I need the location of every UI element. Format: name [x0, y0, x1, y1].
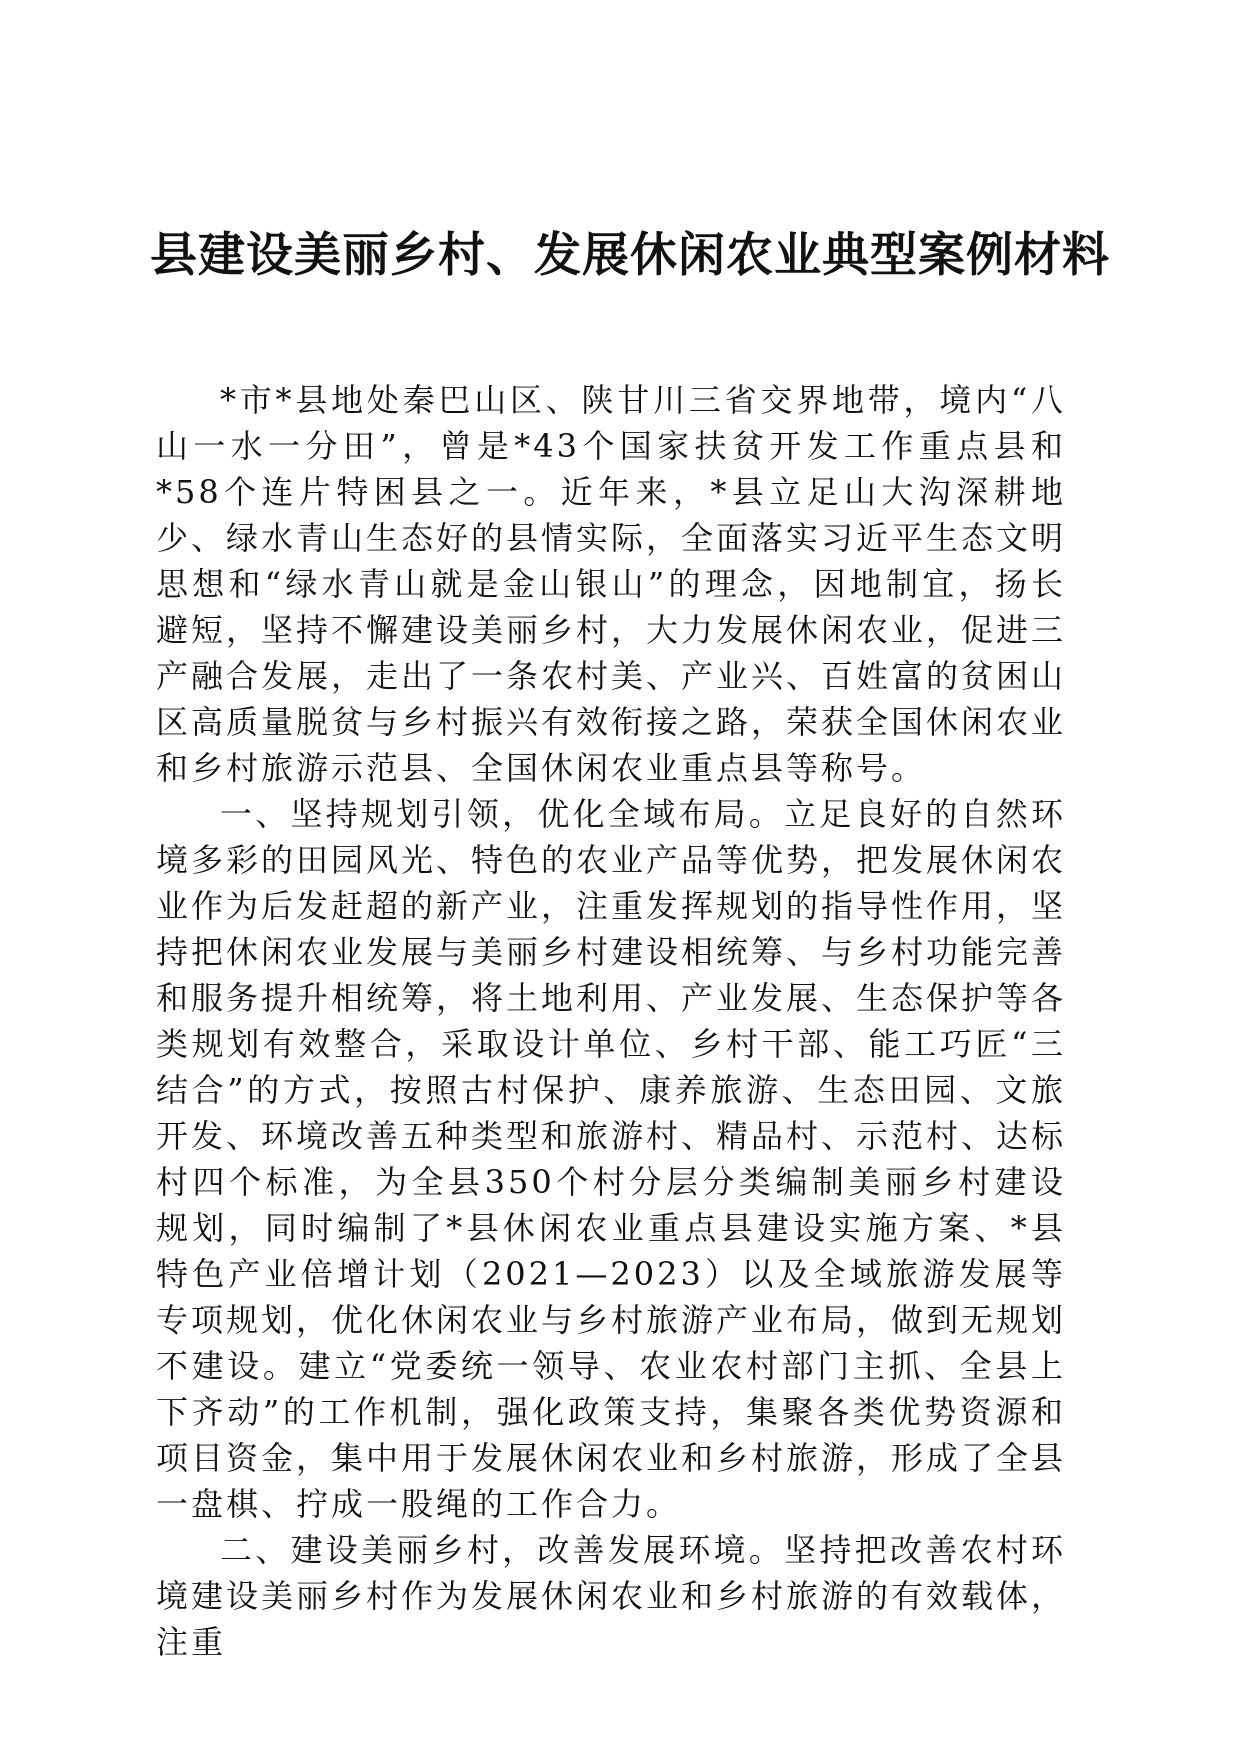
- document-body: [156, 377, 1066, 1665]
- paragraph-section-1: 一、坚持规划引领，优化全域布局。立足良好的自然环境多彩的田园风光、特色的农业产品等优势，把发展休闲农业作为后发赶超的新产业，注重发挥规划的指导性作用，坚持把休闲农业发展与美丽乡村建设相统筹、与乡村功能完善和服务提升相统筹，将土地利用、产业发展、生态保护等各类规划有效整合，采取设计单位、乡村干部、能工巧匠“三结合”的方式，按照古村保护、康养旅游、生态田园、文旅开发、环境改善五种类型和旅游村、精品村、示范村、达标村四个标准，为全县350个村分层分类编制美丽乡村建设规划，同时编制了*县休闲农业重点县建设实施方案、*县特色产业倍增计划（2021—2023）以及全域旅游发展等专项规划，优化休闲农业与乡村旅游产业布局，做到无规划不建设。建立“党委统一领导、农业农村部门主抓、全县上下齐动”的工作机制，强化政策支持，集聚各类优势资源和项目资金，集中用于发展休闲农业和乡村旅游，形成了全县一盘棋、拧成一股绳的工作合力。: [156, 795, 1067, 1523]
- paragraph-section-2: 二、建设美丽乡村，改善发展环境。坚持把改善农村环境建设美丽乡村作为发展休闲农业和乡村旅游的有效载体，注重: [156, 1531, 1067, 1661]
- document-title: 县建设美丽乡村、发展休闲农业典型案例材料: [150, 228, 1110, 283]
- paragraph-intro: *市*县地处秦巴山区、陕甘川三省交界地带，境内“八山一水一分田”，曾是*43个国家扶贫开发工作重点县和*58个连片特困县之一。近年来，*县立足山大沟深耕地少、绿水青山生态好的县情实际，全面落实习近平生态文明思想和“绿水青山就是金山银山”的理念，因地制宜，扬长避短，坚持不懈建设美丽乡村，大力发展休闲农业，促进三产融合发展，走出了一条农村美、产业兴、百姓富的贫困山区高质量脱贫与乡村振兴有效衔接之路，荣获全国休闲农业和乡村旅游示范县、全国休闲农业重点县等称号。: [156, 381, 1067, 787]
